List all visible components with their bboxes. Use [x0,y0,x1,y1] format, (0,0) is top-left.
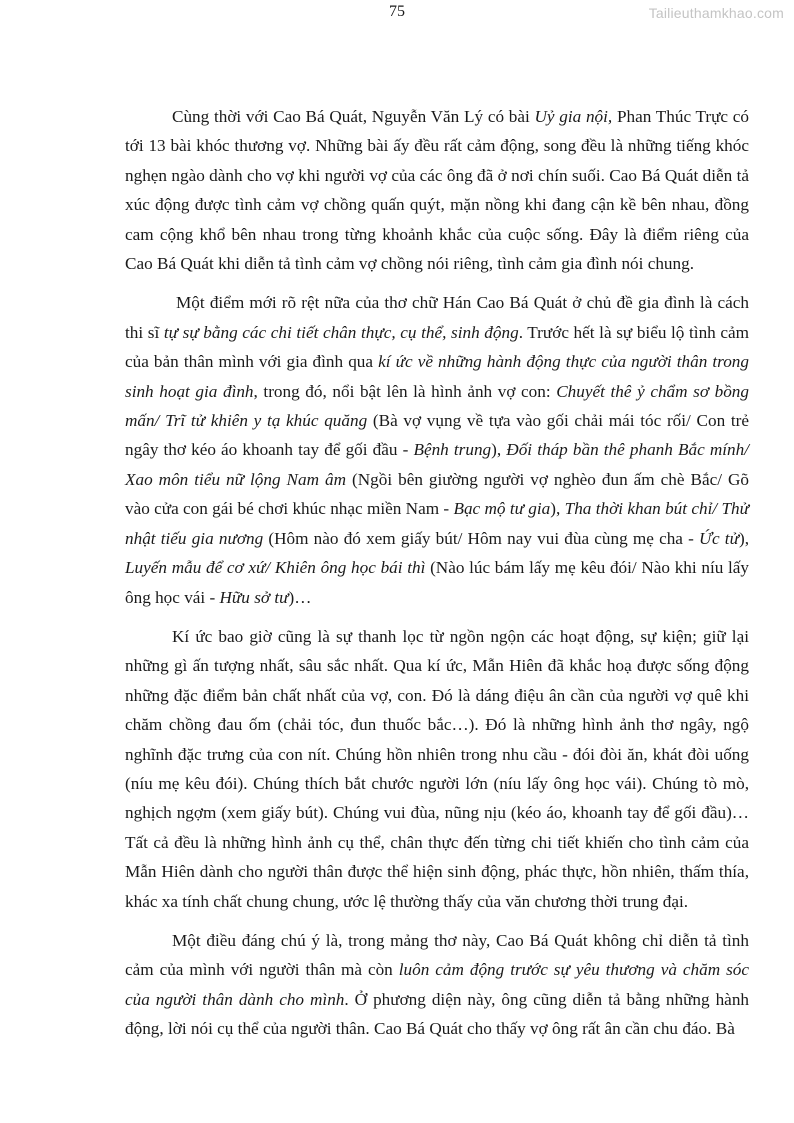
italic-segment: Bệnh trung [413,440,492,460]
italic-segment: Hữu sở tư [219,587,289,607]
text-segment: Một điểm mới rõ rệt nữa của thơ chữ Hán Cao Bá Quát ở chủ đề gia đình là cách thi sĩ [125,293,749,342]
text-segment: , trong đó, nổi bật lên là hình ảnh vợ con: [253,381,557,401]
italic-segment: Tha thời khan bút chỉ/ Thử nhật tiếu gia nương [125,499,750,548]
text-segment: (Ngồi bên giường người vợ nghèo đun ấm chè Bắc/ Gõ vào cửa con gái bé chơi khúc nhạc miền Nam - [125,469,749,519]
page-number: 75 [389,3,405,20]
text-segment: ), [550,499,565,519]
italic-segment: Đối tháp bần thê phanh Bắc mính/ Xao môn tiểu nữ lộng Nam âm [125,440,749,489]
italic-segment: tự sự bằng các chi tiết chân thực, cụ thể, sinh động [163,322,519,342]
paragraph-3 [125,622,749,916]
text-segment: Phan Thúc Trực có tới 13 bài khóc thương vợ. Những bài ấy đều rất cảm động, song đều là những tiếng khóc nghẹn ngào dành cho vợ khi người vợ của các ông đã ở nơi chín suối. Cao Bá Quát diễn tả xúc động được tình cảm vợ chồng quấn quýt, mặn nồng khi đang cận kề bên nhau, đồng cam cộng khổ bên nhau trong từng khoảnh khắc của cuộc sống. Đây là điểm riêng của Cao Bá Quát khi diễn tả tình cảm vợ chồng nói riêng, tình cảm gia đình nói chung. [125,107,750,274]
text-segment: Cùng thời với Cao Bá Quát, Nguyễn Văn Lý có bài [172,107,535,126]
italic-segment: Bạc mộ tư gia [453,499,551,519]
italic-segment: Uỷ gia nội, [534,107,613,126]
italic-segment: Ức tử [699,528,739,548]
watermark: Tailieuthamkhao.com [648,5,784,21]
italic-segment: Luyến mẫu để cơ xứ/ Khiên ông học bái thì [125,558,426,578]
italic-segment: luôn cảm động trước sự yêu thương và chăm sóc của người thân dành cho mình [125,960,749,1009]
italic-segment: Chuyết thê ỷ chẩm sơ bồng mấn/ Trĩ tử khiên y tạ khúc quăng [125,381,749,431]
italic-segment: kí ức về những hành động thực của người thân trong sinh hoạt gia đình [125,352,749,401]
paragraph-2 [125,288,749,611]
paragraph-4 [125,926,749,1044]
text-segment: Kí ức bao giờ cũng là sự thanh lọc từ ngồn ngộn các hoạt động, sự kiện; giữ lại những gì ấn tượng nhất, sâu sắc nhất. Qua kí ức, Mẫn Hiên đã khắc hoạ được sống động những đặc điểm bản chất nhất của vợ, con. Đó là dáng điệu ân cần của người vợ quê khi chăm chồng đau ốm (chải tóc, đun thuốc bắc…). Đó là những hình ảnh thơ ngây, ngộ nghĩnh đặc trưng của con nít. Chúng hồn nhiên trong nhu cầu - đói đòi ăn, khát đòi uống (níu mẹ kêu đói). Chúng thích bắt chước người lớn (níu lấy ông học vái). Chúng tò mò, nghịch ngợm (xem giấy bút). Chúng vui đùa, nũng nịu (kéo áo, khoanh tay để gối đầu)… Tất cả đều là những hình ảnh cụ thể, chân thực đến từng chi tiết khiến cho tình cảm của Mẫn Hiên dành cho người thân được thể hiện sinh động, phác thực, hồn nhiên, thấm thía, khác xa tính chất chung chung, ước lệ thường thấy của văn chương thời trung đại. [125,626,749,911]
text-segment: . Trước hết là sự biểu lộ tình cảm của bản thân mình với gia đình qua [125,322,750,372]
text-segment: Một điều đáng chú ý là, trong mảng thơ này, Cao Bá Quát không chỉ diễn tả tình cảm của mình với người thân mà còn [125,930,749,980]
document-body [125,102,749,1054]
text-segment: (Bà vợ vụng về tựa vào gối chải mái tóc rối/ Con trẻ ngây thơ kéo áo khoanh tay để gối đầu - [125,411,750,460]
text-segment: ), [738,528,749,548]
text-segment: (Nào lúc bám lấy mẹ kêu đói/ Nào khi níu lấy ông học vái - [125,558,750,607]
text-segment: . Ở phương diện này, ông cũng diễn tả bằng những hành động, lời nói cụ thể của người thân. Cao Bá Quát cho thấy vợ ông rất ân cần chu đáo. Bà [125,989,750,1039]
text-segment: (Hôm nào đó xem giấy bút/ Hôm nay vui đùa cùng mẹ cha - [263,528,700,548]
text-segment: ), [491,440,507,460]
text-segment: )… [288,587,312,607]
paragraph-1 [125,102,749,278]
